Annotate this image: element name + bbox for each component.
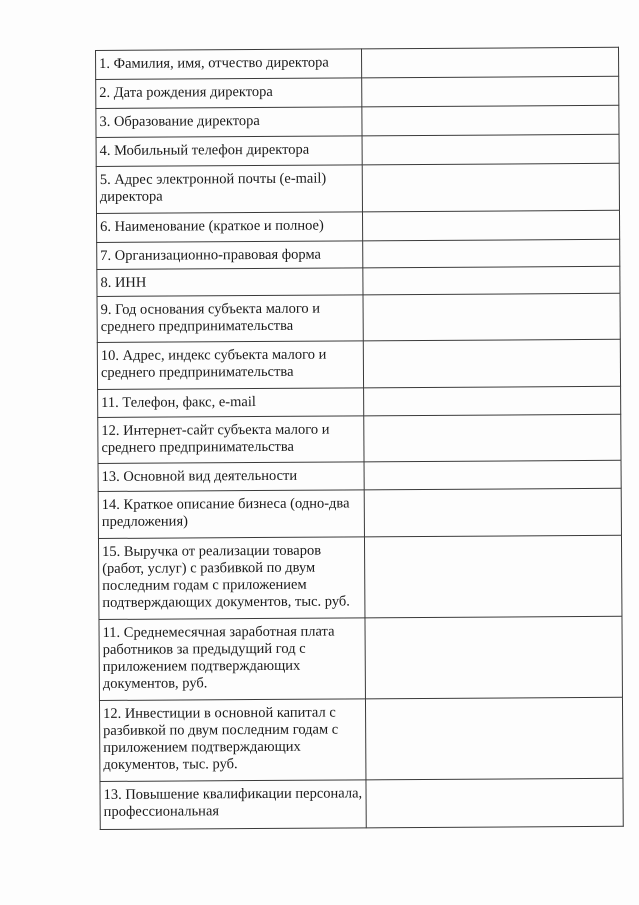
row-value-field[interactable]: [364, 414, 621, 462]
table-row: [96, 134, 619, 166]
table-row: [98, 535, 621, 619]
row-value-field[interactable]: [362, 210, 619, 241]
row-label: 14. Краткое описание бизнеса (одно-два предложения): [98, 490, 364, 539]
table-row: [96, 105, 619, 137]
row-label: 2. Дата рождения директора: [96, 78, 362, 109]
row-label: 11. Телефон, факс, e-mail: [98, 388, 364, 418]
row-label: 5. Адрес электронной почты (e-mail) директора: [96, 165, 362, 214]
row-value-field[interactable]: [364, 535, 621, 618]
table-row: [96, 163, 619, 213]
row-label: 4. Мобильный телефон директора: [96, 136, 362, 167]
table-row: [97, 239, 620, 269]
table-row: [97, 266, 620, 296]
row-value-field[interactable]: [363, 239, 620, 268]
row-value-field[interactable]: [362, 105, 619, 136]
row-label: 12. Интернет-сайт субъекта малого и среднего предпринимательства: [98, 416, 364, 464]
table-row: [97, 339, 620, 389]
table-row: [98, 386, 621, 417]
table-row: [98, 488, 621, 538]
row-value-field[interactable]: [363, 266, 620, 295]
row-value-field[interactable]: [362, 76, 619, 107]
table-row: [97, 293, 620, 342]
table-row: [96, 76, 619, 108]
row-label: 1. Фамилия, имя, отчество директора: [96, 49, 362, 80]
row-label: 12. Инвестиции в основной капитал с разбивкой по двум последним годам с приложением подтверждающих документов, тыс. руб.: [99, 699, 365, 782]
row-value-field[interactable]: [364, 386, 621, 416]
row-value-field[interactable]: [362, 163, 619, 212]
table-row: [99, 616, 622, 700]
table-row: [98, 414, 621, 463]
row-label: 11. Среднемесячная заработная плата работников за предыдущий год с приложением подтверждающих документов, руб.: [99, 618, 365, 701]
row-value-field[interactable]: [366, 778, 623, 828]
row-label: 9. Год основания субъекта малого и среднего предпринимательства: [97, 295, 363, 343]
row-label: 15. Выручка от реализации товаров (работ, услуг) с разбивкой по двум последним годам с приложением подтверждающих документов, тыс. руб.: [98, 537, 364, 620]
row-label: 3. Образование директора: [96, 107, 362, 138]
row-value-field[interactable]: [365, 616, 622, 699]
row-value-field[interactable]: [361, 47, 618, 78]
table-row: [98, 460, 621, 491]
row-label: 13. Основной вид деятельности: [98, 462, 364, 492]
table-row: [96, 47, 619, 79]
table-row: [99, 697, 622, 781]
row-label: 10. Адрес, индекс субъекта малого и среднего предпринимательства: [97, 341, 363, 390]
row-value-field[interactable]: [363, 339, 620, 388]
row-value-field[interactable]: [365, 697, 622, 780]
table-row: [100, 778, 623, 829]
row-label: 6. Наименование (краткое и полное): [96, 212, 362, 243]
questionnaire-table: [95, 47, 624, 830]
row-label: 7. Организационно-правовая форма: [97, 241, 363, 270]
row-value-field[interactable]: [364, 460, 621, 490]
row-label: 13. Повышение квалификации персонала, профессиональная: [100, 780, 366, 830]
table-row: [96, 210, 619, 242]
row-label: 8. ИНН: [97, 268, 363, 297]
row-value-field[interactable]: [363, 293, 620, 341]
row-value-field[interactable]: [364, 488, 621, 537]
row-value-field[interactable]: [362, 134, 619, 165]
